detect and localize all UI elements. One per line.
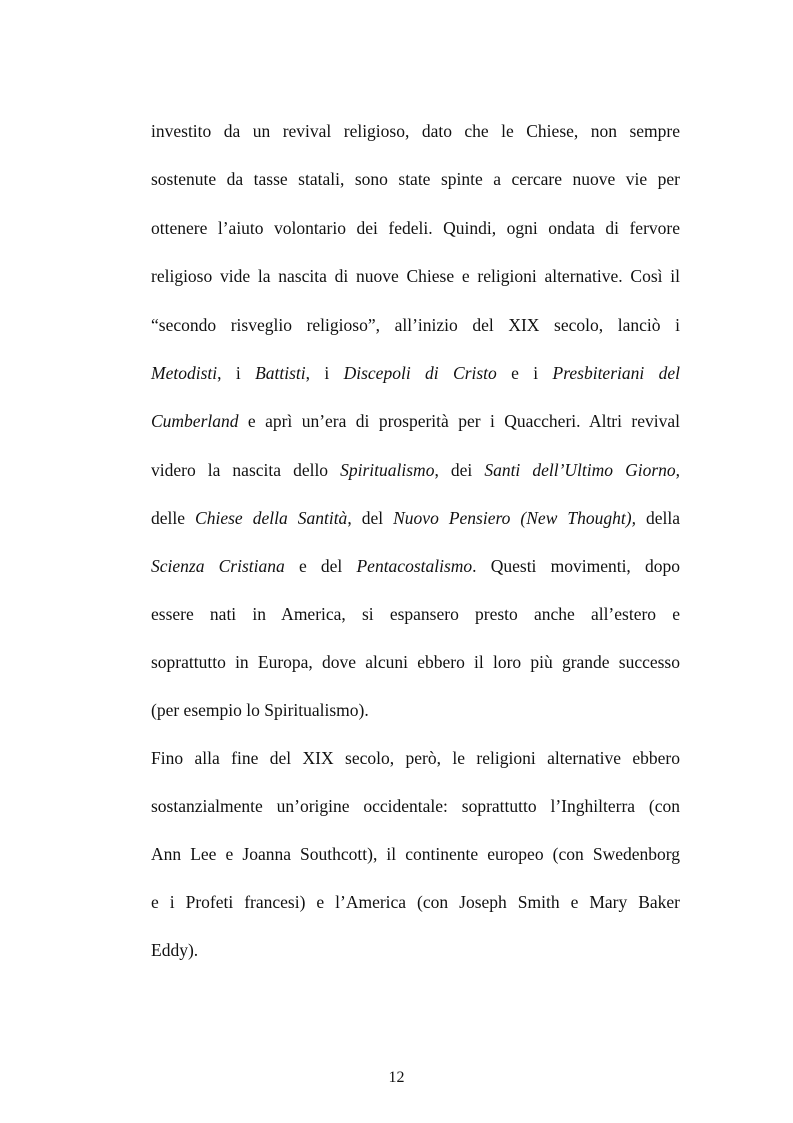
text-line (151, 458, 680, 482)
text-run: “secondo risveglio religioso”, all’inizio del XIX secolo, lanciò i (151, 315, 680, 335)
text-line (151, 938, 680, 962)
italic-term: Spiritualismo (340, 460, 435, 480)
text-run: e del (284, 556, 357, 576)
text-run: e i Profeti francesi) e l’America (con Joseph Smith e Mary Baker (151, 892, 680, 912)
italic-term: Discepoli di Cristo (343, 363, 497, 383)
text-run: e i (496, 363, 553, 383)
text-line (151, 746, 680, 770)
text-run: , i (305, 363, 344, 383)
text-line (151, 890, 680, 914)
italic-term: Metodisti (151, 363, 218, 383)
text-run: della (635, 508, 680, 528)
text-run: essere nati in America, si espansero presto anche all’estero e (151, 604, 680, 624)
text-line (151, 167, 680, 191)
text-line (151, 602, 680, 626)
italic-term: Presbiteriani del (552, 363, 680, 383)
text-run: soprattutto in Europa, dove alcuni ebbero il loro più grande successo (151, 652, 680, 672)
text-run: . Questi movimenti, dopo (472, 556, 680, 576)
text-run: religioso vide la nascita di nuove Chiese e religioni alternative. Così il (151, 266, 680, 286)
text-run: delle (151, 508, 196, 528)
text-line (151, 409, 680, 433)
text-run: , i (217, 363, 256, 383)
text-run: Fino alla fine del XIX secolo, però, le religioni alternative ebbero (151, 748, 680, 768)
text-run: , del (347, 508, 394, 528)
text-line (151, 842, 680, 866)
text-line (151, 698, 680, 722)
text-run: , dei (434, 460, 485, 480)
italic-term: Pentacostalismo (356, 556, 473, 576)
italic-term: Nuovo Pensiero (New Thought), (393, 508, 636, 528)
text-run: Ann Lee e Joanna Southcott), il continente europeo (con Swedenborg (151, 844, 680, 864)
text-run: e aprì un’era di prosperità per i Quaccheri. Altri revival (238, 411, 680, 431)
text-run: sostenute da tasse statali, sono state spinte a cercare nuove vie per (151, 169, 680, 189)
text-run: ottenere l’aiuto volontario dei fedeli. Quindi, ogni ondata di fervore (151, 218, 680, 238)
italic-term: Battisti (255, 363, 306, 383)
italic-term: Santi dell’Ultimo Giorno (484, 460, 676, 480)
text-line (151, 554, 680, 578)
text-line (151, 794, 680, 818)
italic-term: Cumberland (151, 411, 239, 431)
text-run: sostanzialmente un’origine occidentale: soprattutto l’Inghilterra (con (151, 796, 680, 816)
text-line (151, 650, 680, 674)
text-line (151, 216, 680, 240)
page-number: 12 (388, 1069, 405, 1086)
text-run: videro la nascita dello (151, 460, 341, 480)
text-run: investito da un revival religioso, dato che le Chiese, non sempre (151, 121, 680, 141)
text-run: (per esempio lo Spiritualismo). (151, 700, 369, 720)
italic-term: Chiese della Santità (195, 508, 348, 528)
italic-term: Scienza Cristiana (151, 556, 285, 576)
text-line (151, 313, 680, 337)
text-line (151, 506, 680, 530)
text-run: Eddy). (151, 940, 199, 960)
text-line (151, 361, 680, 385)
text-line (151, 264, 680, 288)
text-line (151, 119, 680, 143)
text-run: , (675, 460, 681, 480)
